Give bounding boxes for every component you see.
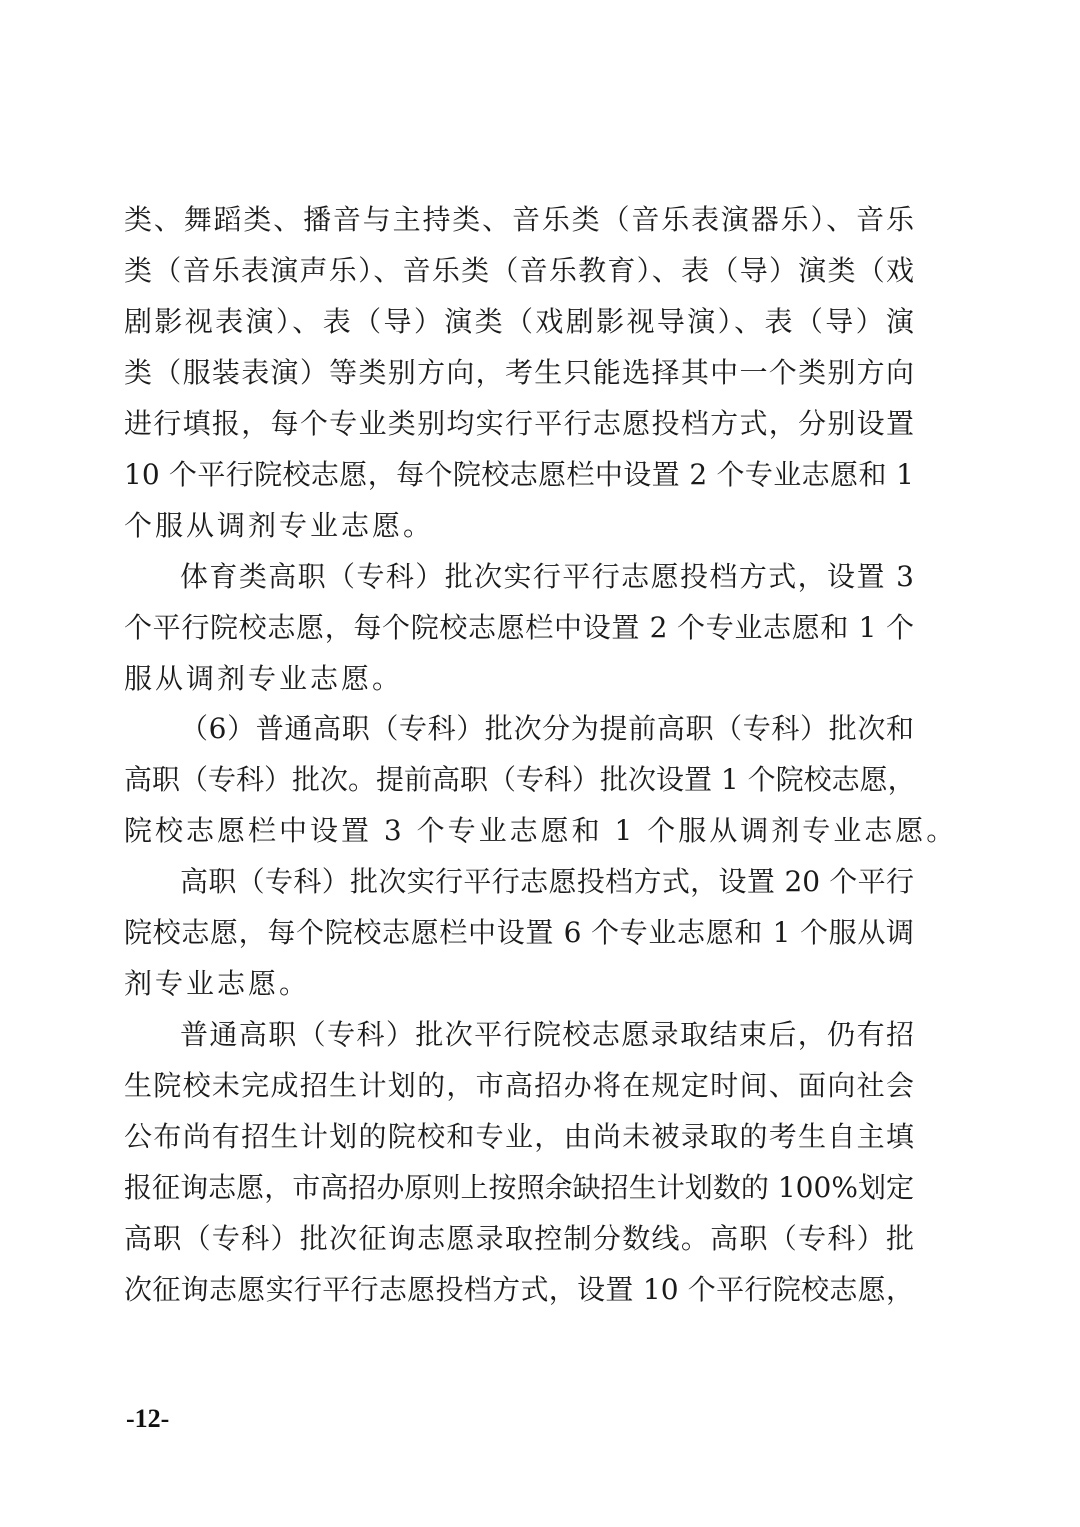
text-line: 个平行院校志愿，每个院校志愿栏中设置 2 个专业志愿和 1 个 — [124, 611, 914, 644]
text-line: 个服从调剂专业志愿。 — [124, 509, 435, 542]
text-line: 类、舞蹈类、播音与主持类、音乐类（音乐表演器乐）、音乐 — [124, 203, 914, 236]
text-line: 院校志愿栏中设置 3 个专业志愿和 1 个服从调剂专业志愿。 — [124, 814, 958, 847]
text-line: 剧影视表演）、表（导）演类（戏剧影视导演）、表（导）演 — [124, 305, 914, 338]
text-line: 10 个平行院校志愿，每个院校志愿栏中设置 2 个专业志愿和 1 — [124, 458, 914, 491]
text-line: 高职（专科）批次。提前高职（专科）批次设置 1 个院校志愿， — [124, 763, 916, 796]
text-line: 次征询志愿实行平行志愿投档方式，设置 10 个平行院校志愿， — [124, 1273, 914, 1306]
text-line: 类（音乐表演声乐）、音乐类（音乐教育）、表（导）演类（戏 — [124, 254, 914, 287]
text-line: 体育类高职（专科）批次实行平行志愿投档方式，设置 3 — [180, 560, 914, 593]
text-line: 报征询志愿，市高招办原则上按照余缺招生计划数的 100%划定 — [124, 1171, 914, 1204]
text-line: 类（服装表演）等类别方向，考生只能选择其中一个类别方向 — [124, 356, 914, 389]
text-line: 普通高职（专科）批次平行院校志愿录取结束后，仍有招 — [180, 1018, 914, 1051]
text-line: 进行填报，每个专业类别均实行平行志愿投档方式，分别设置 — [124, 407, 914, 440]
page-number: -12- — [126, 1404, 170, 1433]
text-line: 剂专业志愿。 — [124, 967, 311, 1000]
text-line: 服从调剂专业志愿。 — [124, 662, 404, 695]
text-line: 生院校未完成招生计划的，市高招办将在规定时间、面向社会 — [124, 1069, 914, 1102]
text-line: 高职（专科）批次实行平行志愿投档方式，设置 20 个平行 — [180, 865, 914, 898]
text-line: 公布尚有招生计划的院校和专业，由尚未被录取的考生自主填 — [124, 1120, 914, 1153]
text-line: （6）普通高职（专科）批次分为提前高职（专科）批次和 — [180, 712, 914, 745]
text-line: 高职（专科）批次征询志愿录取控制分数线。高职（专科）批 — [124, 1222, 914, 1255]
text-line: 院校志愿，每个院校志愿栏中设置 6 个专业志愿和 1 个服从调 — [124, 916, 914, 949]
